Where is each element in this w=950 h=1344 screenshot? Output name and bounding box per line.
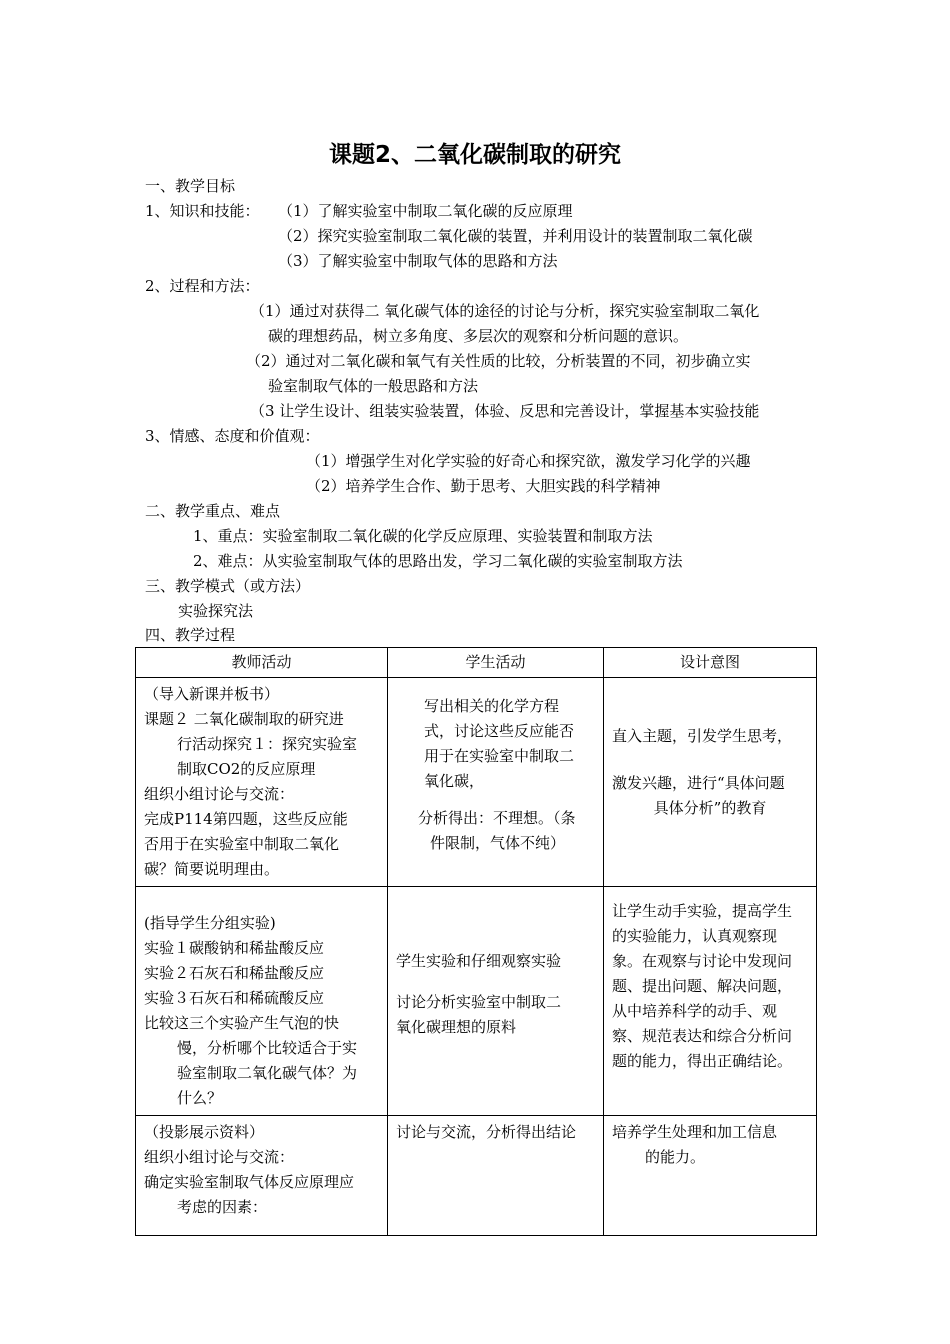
section-heading-key-points: 二、教学重点、难点 xyxy=(145,502,281,520)
cell-line: 培养学生处理和加工信息 xyxy=(612,1123,778,1141)
cell-line: 碳？简要说明理由。 xyxy=(144,860,280,878)
teacher-cell xyxy=(136,678,388,887)
page-title: 课题2、二氧化碳制取的研究 xyxy=(328,142,621,168)
header-student-activity: 学生活动 xyxy=(388,648,604,678)
cell-spacer xyxy=(612,749,808,771)
emotion-item-2: （2）培养学生合作、勤于思考、大胆实践的科学精神 xyxy=(306,477,661,495)
design-cell xyxy=(604,887,817,1116)
cell-line: 讨论与交流，分析得出结论 xyxy=(396,1123,577,1141)
header-design-intent: 设计意图 xyxy=(604,648,817,678)
cell-spacer xyxy=(396,794,595,806)
process-item-2a: （2）通过对二氧化碳和氧气有关性质的比较，分析装置的不同，初步确立实 xyxy=(246,352,751,370)
process-method-label: 2、过程和方法： xyxy=(145,277,260,295)
cell-line: 比较这三个实验产生气泡的快 xyxy=(144,1014,340,1032)
table-row xyxy=(136,678,817,887)
cell-line: 确定实验室制取气体反应原理应 xyxy=(144,1173,355,1191)
cell-line: 件限制，气体不纯） xyxy=(430,834,566,852)
cell-line: 直入主题，引发学生思考， xyxy=(612,727,793,745)
cell-line: 慢，分析哪个比较适合于实 xyxy=(177,1039,358,1057)
knowledge-item-2: （2）探究实验室制取二氧化碳的装置，并利用设计的装置制取二氧化碳 xyxy=(278,227,753,245)
cell-line: 激发兴趣，进行“具体问题 xyxy=(612,774,785,792)
cell-line: 氧化碳理想的原料 xyxy=(396,1018,517,1036)
emotion-item-1: （1）增强学生对化学实验的好奇心和探究欲，激发学习化学的兴趣 xyxy=(306,452,751,470)
cell-line: 行活动探究１：探究实验室 xyxy=(177,735,358,753)
cell-line: 讨论分析实验室中制取二 xyxy=(396,993,562,1011)
cell-line: 实验１碳酸钠和稀盐酸反应 xyxy=(144,939,325,957)
cell-line: 式，讨论这些反应能否 xyxy=(424,722,575,740)
teacher-cell xyxy=(136,887,388,1116)
process-item-2b: 验室制取气体的一般思路和方法 xyxy=(268,377,479,395)
cell-line: 写出相关的化学方程 xyxy=(424,697,560,715)
emotion-values-label: 3、情感、态度和价值观： xyxy=(145,427,320,445)
teaching-method: 实验探究法 xyxy=(178,602,254,620)
cell-line: 从中培养科学的动手、观 xyxy=(612,1002,778,1020)
process-item-1a: （1）通过对获得二 氧化碳气体的途径的讨论与分析，探究实验室制取二氧化 xyxy=(250,302,760,320)
teacher-cell xyxy=(136,1116,388,1236)
teaching-process-table xyxy=(135,647,817,1236)
section-heading-mode: 三、教学模式（或方法） xyxy=(145,577,311,595)
cell-line: 验室制取二氧化碳气体？为 xyxy=(177,1064,358,1082)
cell-line: 让学生动手实验，提高学生 xyxy=(612,902,793,920)
cell-line: 课题２ 二氧化碳制取的研究进 xyxy=(144,710,344,728)
cell-line: 的实验能力，认真观察现 xyxy=(612,927,778,945)
cell-line: 象。在观察与讨论中发现问 xyxy=(612,952,793,970)
knowledge-item-1: （1）了解实验室中制取二氧化碳的反应原理 xyxy=(278,202,573,220)
table-header-row xyxy=(136,648,817,678)
student-cell xyxy=(388,887,604,1116)
cell-line: 具体分析”的教育 xyxy=(653,799,767,817)
header-teacher-activity: 教师活动 xyxy=(136,648,388,678)
key-point: 1、重点：实验室制取二氧化碳的化学反应原理、实验装置和制取方法 xyxy=(193,527,653,545)
cell-line: 题的能力，得出正确结论。 xyxy=(612,1052,793,1070)
cell-line: 组织小组讨论与交流： xyxy=(144,785,295,803)
cell-line: 学生实验和仔细观察实验 xyxy=(396,952,562,970)
cell-line: （投影展示资料） xyxy=(144,1123,265,1141)
process-item-3: （3 让学生设计、组装实验装置，体验、反思和完善设计，掌握基本实验技能 xyxy=(250,402,760,420)
cell-line: 什么？ xyxy=(177,1089,223,1107)
cell-spacer xyxy=(396,974,595,990)
design-cell xyxy=(604,678,817,887)
cell-line: 实验３石灰石和稀硫酸反应 xyxy=(144,989,325,1007)
difficult-point: 2、难点：从实验室制取气体的思路出发，学习二氧化碳的实验室制取方法 xyxy=(193,552,683,570)
cell-line: 考虑的因素： xyxy=(177,1198,268,1216)
table-row xyxy=(136,1116,817,1236)
section-heading-objectives: 一、教学目标 xyxy=(145,177,236,195)
cell-line: 否用于在实验室中制取二氧化 xyxy=(144,835,340,853)
table-row xyxy=(136,887,817,1116)
cell-line: 的能力。 xyxy=(645,1148,706,1166)
cell-line: 分析得出：不理想。（条 xyxy=(418,809,576,827)
process-item-1b: 碳的理想药品，树立多角度、多层次的观察和分析问题的意识。 xyxy=(268,327,689,345)
knowledge-item-3: （3）了解实验室中制取气体的思路和方法 xyxy=(278,252,558,270)
cell-line: 题、提出问题、解决问题， xyxy=(612,977,793,995)
cell-line: （导入新课并板书） xyxy=(144,685,280,703)
cell-line: (指导学生分组实验) xyxy=(144,914,276,932)
cell-line: 用于在实验室中制取二 xyxy=(424,747,575,765)
cell-line: 组织小组讨论与交流： xyxy=(144,1148,295,1166)
cell-line: 氧化碳， xyxy=(424,772,485,790)
cell-line: 完成P114第四题，这些反应能 xyxy=(144,810,348,828)
cell-line: 实验２石灰石和稀盐酸反应 xyxy=(144,964,325,982)
student-cell xyxy=(388,678,604,887)
knowledge-skills-label: 1、知识和技能： xyxy=(145,202,260,220)
student-cell xyxy=(388,1116,604,1236)
cell-line: 察、规范表达和综合分析问 xyxy=(612,1027,793,1045)
section-heading-process: 四、教学过程 xyxy=(145,626,236,644)
cell-line: 制取CO2的反应原理 xyxy=(177,760,316,778)
design-cell xyxy=(604,1116,817,1236)
